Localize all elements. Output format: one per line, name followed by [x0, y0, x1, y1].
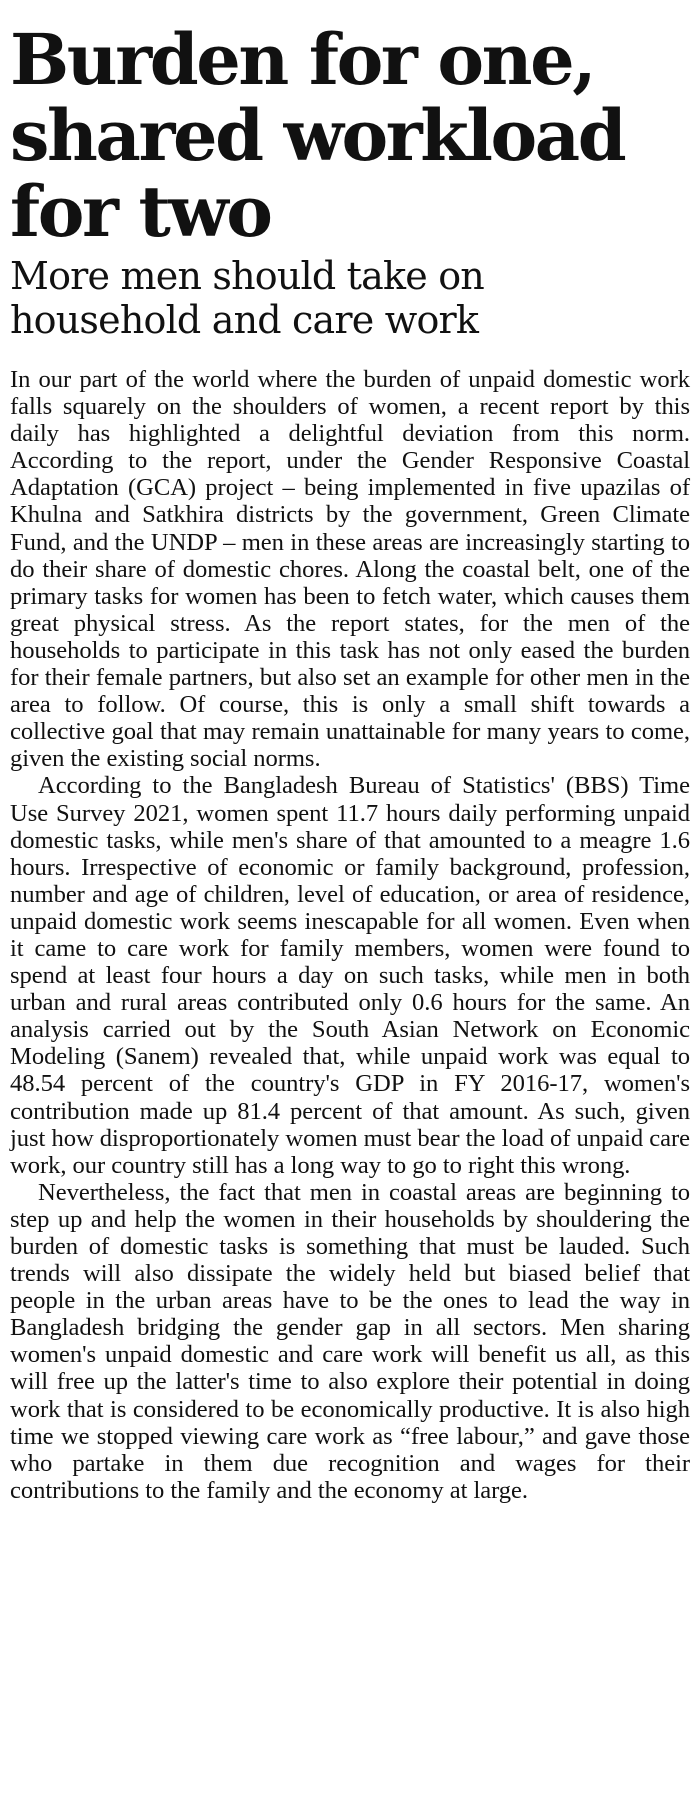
article-body — [10, 366, 690, 1504]
paragraph-3: Nevertheless, the fact that men in coastal areas are beginning to step up and help the women in their households by shouldering the burden of domestic tasks is something that must be lauded. Such trends will also dissipate the widely held but biased belief that people in the urban areas have to be the ones to lead the way in Bangladesh bridging the gender gap in all sectors. Men sharing women's unpaid domestic and care work will benefit us all, as this will free up the latter's time to also explore their potential in doing work that is considered to be economically productive. It is also high time we stopped viewing care work as “free labour,” and gave those who partake in them due recognition and wages for their contributions to the family and the economy at large. — [10, 1178, 690, 1504]
headline: Burden for one, shared workload for two — [10, 18, 625, 253]
paragraph-1: In our part of the world where the burden of unpaid domestic work falls squarely on the shoulders of women, a recent report by this daily has highlighted a delightful deviation from this norm. According to the report, under the Gender Responsive Coastal Adaptation (GCA) project – being implemented in five upazilas of Khulna and Satkhira districts by the government, Green Climate Fund, and the UNDP – men in these areas are increasingly starting to do their share of domestic chores. Along the coastal belt, one of the primary tasks for women has been to fetch water, which causes them great physical stress. As the report states, for the men of the households to participate in this task has not only eased the burden for their female partners, but also set an example for other men in the area to follow. Of course, this is only a small shift towards a collective goal that may remain unattainable for many years to come, given the existing social norms. — [10, 366, 690, 773]
subheadline: More men should take on household and care work — [10, 254, 484, 342]
editorial-article — [10, 0, 690, 1504]
paragraph-2: According to the Bangladesh Bureau of Statistics' (BBS) Time Use Survey 2021, women spent 11.7 hours daily performing unpaid domestic tasks, while men's share of that amounted to a meagre 1.6 hours. Irrespective of economic or family background, profession, number and age of children, level of education, or area of residence, unpaid domestic work seems inescapable for all women. Even when it came to care work for family members, women were found to spend at least four hours a day on such tasks, while men in both urban and rural areas contributed only 0.6 hours for the same. An analysis carried out by the South Asian Network on Economic Modeling (Sanem) revealed that, while unpaid work was equal to 48.54 percent of the country's GDP in FY 2016-17, women's contribution made up 81.4 percent of that amount. As such, given just how disproportionately women must bear the load of unpaid care work, our country still has a long way to go to right this wrong. — [10, 772, 690, 1179]
